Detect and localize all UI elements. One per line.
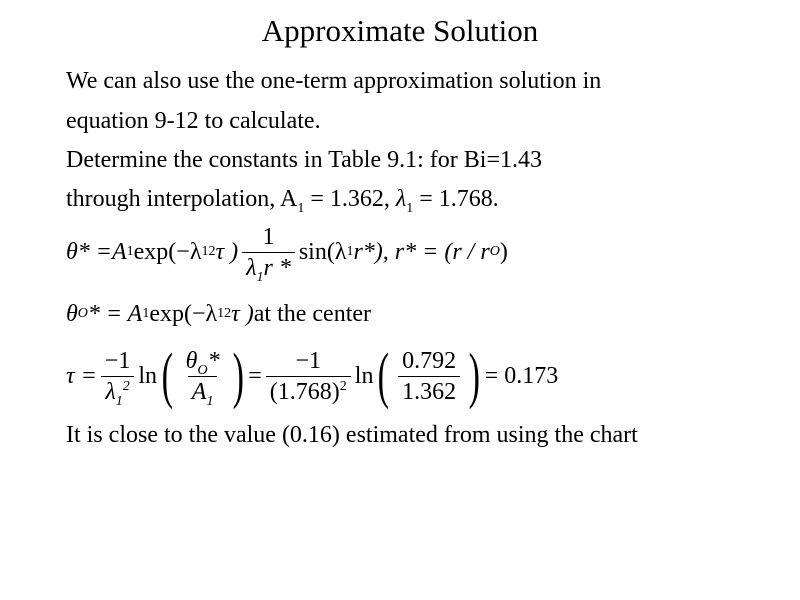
eq1-frac-den [242, 252, 295, 283]
eq2-tau: τ ) [231, 300, 254, 327]
eq1-close: ) [499, 238, 508, 265]
subscript-1: 1 [297, 201, 305, 216]
eq1-a: A [111, 238, 127, 265]
eq3-f2-den [188, 376, 218, 407]
text-line-4 [66, 184, 499, 214]
eq3-f3-num: −1 [295, 347, 322, 374]
text-line-conclusion: It is close to the value (0.16) estimated from using the chart [66, 422, 638, 448]
eq3-ln: ln [138, 362, 158, 389]
eq2-theta: θ [66, 300, 78, 327]
eq1-frac-den-sub: 1 [256, 269, 264, 285]
eq3-f4-den: 1.362 [398, 376, 460, 407]
eq1-sin-tail: r*), r* = (r / r [353, 238, 490, 265]
eq3-f2-num [182, 346, 224, 376]
eq1-sin: sin(λ [298, 238, 347, 265]
eq3-f1-den-sup: 2 [122, 378, 130, 394]
equation-tau [66, 340, 558, 412]
slide-title: Approximate Solution [261, 13, 539, 48]
lambda1-value: = 1.768. [419, 186, 499, 212]
equation-theta-center: θ O * = A 1 exp(−λ 1 2 τ ) at the center [66, 300, 372, 327]
eq3-f2-num-theta: θ [185, 347, 198, 374]
eq1-frac-den-lambda: λ [246, 254, 257, 281]
eq3-f2-num-tail: * [207, 347, 220, 374]
eq3-f3-den-value: (1.768) [269, 378, 340, 405]
eq1-frac-num: 1 [262, 223, 275, 250]
eq3-f1-den-sub: 1 [115, 393, 123, 409]
equation-theta-star: θ* = A 1 exp(−λ 1 2 τ ) $\frac{1}{\lambda_1r *}$ sin(λ 1 r*), r* = (r / r O ) [66, 223, 508, 285]
eq3-ln-2: ln [354, 362, 374, 389]
eq3-f1-den-lambda: λ [105, 378, 116, 405]
eq1-exp: exp(−λ [133, 238, 202, 265]
eq3-f1-num: −1 [104, 347, 131, 374]
eq3-f4-num: 0.792 [402, 347, 457, 374]
right-paren-1: ) [232, 342, 244, 410]
eq2-lhs-tail: * = A [87, 300, 143, 327]
eq3-f3-den [266, 376, 351, 407]
eq3-f2-den-a: A [191, 378, 207, 405]
subscript-1: 1 [406, 201, 414, 216]
eq1-lhs: θ* = [66, 238, 112, 265]
eq3-frac-4 [398, 346, 460, 407]
eq2-exp: exp(−λ [149, 300, 218, 327]
lambda-symbol: λ [395, 186, 407, 212]
text-line-3: Determine the constants in Table 9.1: for Bi=1.43 [66, 147, 542, 173]
a1-value: = 1.362, [310, 186, 396, 212]
eq3-result: = 0.173 [484, 362, 559, 389]
text-line-1: We can also use the one-term approximation solution in [66, 68, 602, 94]
interp-prefix: through interpolation, A [66, 186, 298, 212]
eq3-tau: τ = [66, 362, 97, 389]
text-line-2: equation 9-12 to calculate. [66, 108, 321, 134]
eq3-frac-2 [182, 346, 224, 407]
eq3-f1-den [101, 376, 133, 407]
eq1-frac-den-tail: r * [263, 254, 291, 281]
left-paren-1: ( [161, 342, 174, 410]
eq3-equals: = [248, 362, 262, 389]
eq3-f3-den-sup: 2 [339, 378, 347, 394]
eq1-tau: τ ) [215, 238, 239, 265]
eq3-frac-3 [266, 346, 351, 407]
eq3-frac-1 [101, 346, 135, 407]
left-paren-2: ( [378, 342, 390, 410]
eq2-text: at the center [253, 300, 372, 327]
eq1-fraction [242, 222, 295, 283]
eq3-f2-num-sub: O [197, 362, 208, 378]
right-paren-2: ) [468, 342, 481, 410]
eq3-f2-den-sub: 1 [206, 393, 214, 409]
